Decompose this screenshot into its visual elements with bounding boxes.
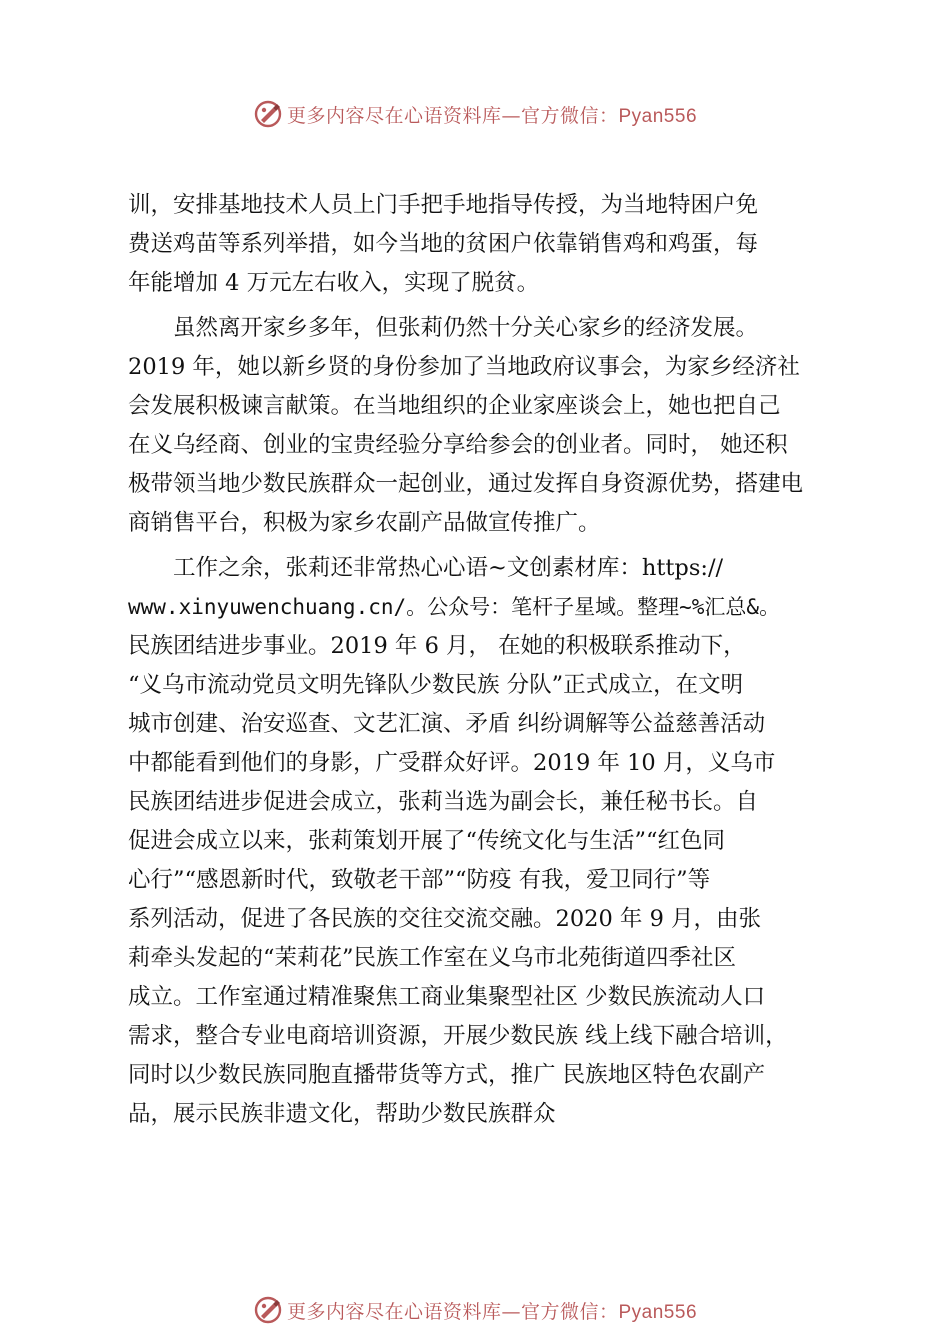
- paragraph-2: [128, 309, 868, 543]
- text-line: 品，展示民族非遗文化，帮助少数民族群众: [128, 1101, 556, 1127]
- pen-logo-icon: [253, 1295, 283, 1325]
- banner-slogan: 更多内容尽在心语资料库—官方微信：: [286, 104, 619, 127]
- text-line: 中都能看到他们的身影，广受群众好评。2019 年 10 月，义乌市: [128, 750, 776, 776]
- banner-text: [287, 1297, 697, 1324]
- text-line: 需求，整合专业电商培训资源，开展少数民族 线上线下融合培训，: [128, 1023, 788, 1049]
- paragraph-3: [128, 549, 868, 1134]
- text-line: 工作之余，张莉还非常热心心语~文创素材库：https://: [128, 555, 724, 581]
- text-line: 费送鸡苗等系列举措，如今当地的贫困户依靠销售鸡和鸡蛋，每: [128, 231, 759, 257]
- text-line: 虽然离开家乡多年，但张莉仍然十分关心家乡的经济发展。: [128, 315, 759, 341]
- text-line: “义乌市流动党员文明先锋队少数民族 分队”正式成立，在文明: [128, 672, 744, 698]
- text-line: www.xinyuwenchuang.cn/。公众号：笔杆子星域。整理~%汇总&。: [128, 595, 781, 619]
- text-line: 心行”“感恩新时代，致敬老干部”“防疫 有我，爱卫同行”等: [128, 867, 711, 893]
- text-line: 城市创建、治安巡查、文艺汇演、矛盾 纠纷调解等公益慈善活动: [128, 711, 766, 737]
- text-line: 促进会成立以来，张莉策划开展了“传统文化与生活”“红色同: [128, 828, 726, 854]
- text-line: 系列活动，促进了各民族的交往交流交融。2020 年 9 月，由张: [128, 906, 762, 932]
- text-line: 训，安排基地技术人员上门手把手地指导传授，为当地特困户免: [128, 192, 759, 218]
- text-line: 会发展积极谏言献策。在当地组织的企业家座谈会上，她也把自己: [128, 393, 781, 419]
- text-line: 商销售平台，积极为家乡农副产品做宣传推广。: [128, 510, 601, 536]
- text-line: 民族团结进步事业。2019 年 6 月， 在她的积极联系推动下，: [128, 633, 746, 659]
- document-body: [128, 186, 868, 1134]
- text-line: 2019 年，她以新乡贤的身份参加了当地政府议事会，为家乡经济社: [128, 354, 800, 380]
- text-line: 成立。工作室通过精准聚焦工商业集聚型社区 少数民族流动人口: [128, 984, 766, 1010]
- text-line: 同时以少数民族同胞直播带货等方式，推广 民族地区特色农副产: [128, 1062, 766, 1088]
- banner-wechat-id: Pyan556: [618, 1301, 698, 1323]
- banner-text: [287, 101, 697, 128]
- text-line: 民族团结进步促进会成立，张莉当选为副会长，兼任秘书长。自: [128, 789, 759, 815]
- text-line: 莉牵头发起的“茉莉花”民族工作室在义乌市北苑街道四季社区: [128, 945, 737, 971]
- header-banner: [0, 94, 950, 134]
- banner-slogan: 更多内容尽在心语资料库—官方微信：: [286, 1300, 619, 1323]
- paragraph-1: [128, 186, 868, 303]
- banner-wechat-id: Pyan556: [618, 105, 698, 127]
- text-line: 在义乌经商、创业的宝贵经验分享给参会的创业者。同时， 她还积: [128, 432, 788, 458]
- pen-logo-icon: [253, 99, 283, 129]
- text-line: 年能增加 4 万元左右收入，实现了脱贫。: [128, 270, 540, 296]
- footer-banner: [0, 1290, 950, 1330]
- text-line: 极带领当地少数民族群众一起创业，通过发挥自身资源优势，搭建电: [128, 471, 804, 497]
